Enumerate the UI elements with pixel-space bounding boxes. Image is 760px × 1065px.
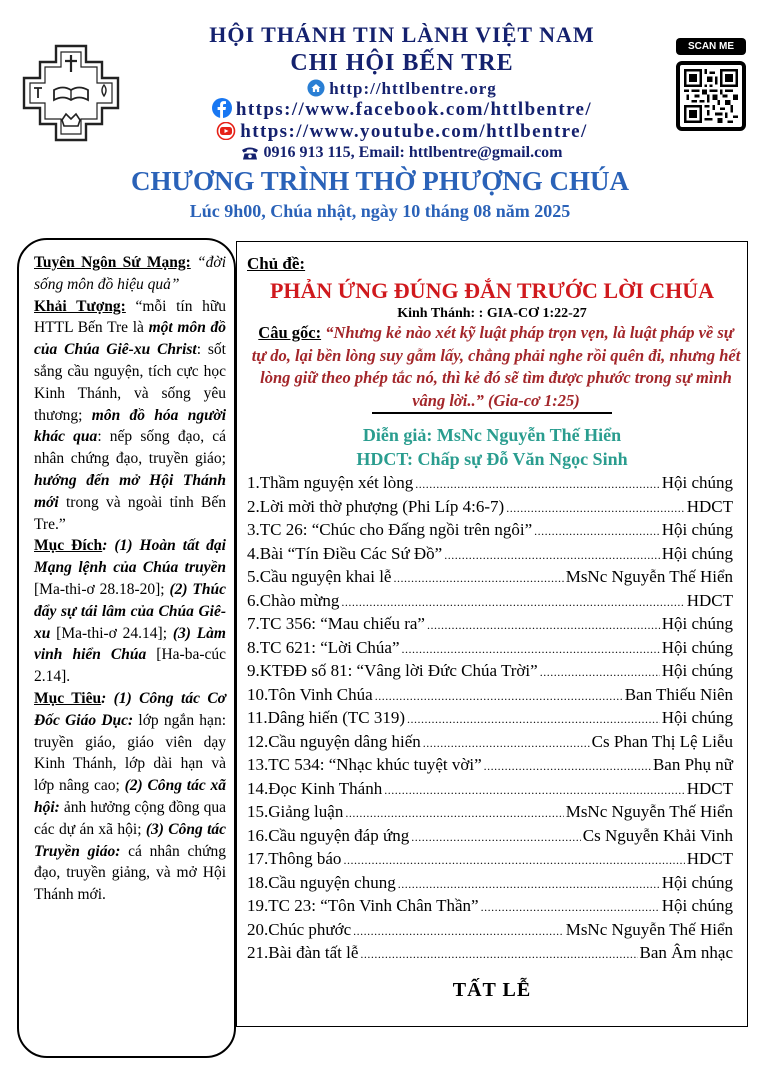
order-item-responsible: Ban Phụ nữ: [652, 755, 733, 774]
order-item-title: Dâng hiến (TC 319): [267, 708, 406, 727]
goal-label: Mục Tiêu: [34, 689, 102, 707]
order-item-title: Giảng luận: [268, 802, 344, 821]
order-item-title: Cầu nguyện chung: [268, 872, 396, 892]
list-item: [247, 685, 733, 709]
order-item-title: TC 23: “Tôn Vinh Chân Thần”: [268, 896, 479, 915]
order-item-responsible: Hội chúng: [661, 520, 733, 539]
purpose-text-5: (3) Làm vinh hiển Chúa: [34, 624, 226, 664]
scan-me-label: SCAN ME: [676, 38, 746, 55]
list-item: [247, 779, 733, 803]
purpose-text-4: [Ma-thi-ơ 24.14];: [50, 624, 173, 642]
branch-name: CHI HỘI BẾN TRE: [290, 50, 514, 76]
order-item-title: Cầu nguyện khai lễ: [259, 567, 392, 586]
website-line: [130, 79, 674, 99]
list-item: [247, 826, 733, 850]
mission-statement-text: “đời sống môn đồ hiệu quả”: [34, 254, 226, 293]
list-item: [247, 732, 733, 756]
dot-leader: [343, 853, 684, 868]
order-item-responsible: HDCT: [686, 590, 733, 610]
goal-text-5: (3) Công tác Truyền giáo:: [34, 820, 227, 860]
order-item-title: Cầu nguyện đáp ứng: [268, 825, 410, 845]
order-item-responsible: HDCT: [686, 496, 733, 516]
topic-title: PHẢN ỨNG ĐÚNG ĐẮN TRƯỚC LỜI CHÚA: [269, 278, 715, 303]
list-item: [247, 943, 733, 967]
home-icon: [307, 79, 325, 97]
youtube-line: [130, 121, 674, 143]
mission-statement: [34, 252, 226, 296]
order-item-title: Bài đàn tất lễ: [268, 943, 359, 962]
order-of-service: [247, 473, 733, 967]
order-item-title: Bài “Tín Điều Các Sứ Đồ”: [259, 543, 443, 563]
order-item-title: Cầu nguyện dâng hiến: [268, 731, 421, 751]
list-item: [247, 520, 733, 544]
dot-leader: [411, 830, 581, 845]
order-number: 9.: [247, 661, 260, 680]
order-number: 15.: [247, 802, 269, 821]
vision-text-7: trong và ngoài tỉnh Bến Tre.”: [34, 493, 226, 533]
dot-leader: [353, 924, 564, 939]
dot-leader: [534, 524, 660, 539]
list-item: [247, 755, 733, 779]
goal-text-6: cá nhân chứng đạo, truyền giảng, và mở Hội Thánh mới.: [34, 842, 226, 904]
contact-line: [130, 144, 674, 162]
list-item: [247, 473, 733, 497]
dot-leader: [506, 501, 685, 516]
order-number: 10.: [247, 684, 269, 704]
order-item-title: KTĐĐ số 81: “Vâng lời Đức Chúa Trời”: [259, 661, 538, 680]
list-item: [247, 591, 733, 615]
order-item-responsible: Hội chúng: [661, 473, 733, 492]
list-item: [247, 614, 733, 638]
vision-text-6: hướng đến mở Hội Thánh mới: [34, 471, 226, 511]
order-item-responsible: MsNc Nguyễn Thế Hiển: [565, 802, 733, 821]
list-item: [247, 849, 733, 873]
order-number: 21.: [247, 943, 269, 962]
list-item: [247, 873, 733, 897]
list-item: [247, 544, 733, 568]
key-verse-label: Câu gốc:: [258, 323, 322, 342]
order-item-title: TC 621: “Lời Chúa”: [259, 637, 400, 657]
order-item-title: Lời mời thờ phượng (Phi Líp 4:6-7): [259, 496, 505, 516]
key-verse: [251, 322, 741, 412]
dot-leader: [481, 900, 660, 915]
purpose-text-2: [Ma-thi-ơ 28.18-20];: [34, 580, 170, 598]
dot-leader: [444, 548, 659, 563]
order-number: 7.: [247, 614, 260, 633]
order-item-responsible: Ban Thiếu Niên: [624, 684, 733, 704]
order-item-responsible: Hội chúng: [661, 896, 733, 915]
mission-statement-label: Tuyên Ngôn Sứ Mạng:: [34, 254, 191, 271]
order-item-title: Thông báo: [268, 849, 342, 868]
order-item-responsible: Cs Nguyễn Khải Vinh: [582, 825, 733, 845]
website-link[interactable]: http://httlbentre.org: [329, 79, 497, 98]
order-item-responsible: Hội chúng: [661, 872, 733, 892]
goal-text-2: lớp ngắn hạn: truyền giáo, giáo viên dạy Kinh Thánh, lớp dài hạn và lớp nâng cao;: [34, 711, 226, 795]
dot-leader: [402, 642, 660, 657]
list-item: [247, 896, 733, 920]
dot-leader: [341, 595, 684, 610]
service-leader: HDCT: Chấp sự Đỗ Văn Ngọc Sinh: [356, 449, 628, 469]
order-number: 17.: [247, 849, 269, 868]
mission-panel: [17, 238, 236, 1058]
dot-leader: [540, 665, 660, 680]
phone-icon: [241, 146, 259, 160]
key-verse-text: “Nhưng kẻ nào xét kỹ luật pháp trọn vẹn, là luật pháp về sự tự do, lại bền lòng suy gẫm lấy, chẳng phải nghe rồi quên đi, nhưng hết lòng giữ theo phép tắc nó, thì kẻ đó sẽ tìm được phước trong sự mình vâng lời..” (Gia-cơ 1:25): [251, 323, 741, 410]
order-item-responsible: HDCT: [686, 849, 733, 868]
order-item-responsible: HDCT: [686, 778, 733, 798]
order-number: 2.: [247, 496, 260, 516]
order-number: 1.: [247, 473, 260, 492]
church-cross-logo-icon: [16, 38, 126, 148]
list-item: [247, 661, 733, 685]
order-item-title: Chào mừng: [259, 590, 340, 610]
order-number: 19.: [247, 896, 269, 915]
order-number: 11.: [247, 708, 268, 727]
vision-label: Khải Tượng:: [34, 297, 126, 315]
purpose-text-6: [Ha-ba-cúc 2.14].: [34, 646, 226, 686]
dot-leader: [345, 806, 563, 821]
closing-text: TẤT LỄ: [452, 979, 532, 1001]
youtube-link[interactable]: https://www.youtube.com/httlbentre/: [240, 121, 588, 142]
list-item: [247, 708, 733, 732]
topic-label: Chủ đề:: [247, 254, 306, 273]
vision-text-3: : sốt sắng cầu nguyện, tích cực học Kinh Thánh, và sống yêu thương;: [34, 341, 226, 424]
purpose-text-3: (2) Thúc đẩy sự tái lâm của Chúa Giê-xu: [34, 580, 226, 642]
order-number: 8.: [247, 637, 260, 657]
purpose-label: Mục Đích: [34, 537, 103, 555]
qr-code-block[interactable]: [676, 38, 746, 131]
order-number: 4.: [247, 543, 260, 563]
order-item-title: Chúc phước: [268, 919, 352, 939]
dot-leader: [375, 689, 623, 704]
dot-leader: [427, 618, 660, 633]
order-number: 5.: [247, 567, 260, 586]
order-item-responsible: Cs Phan Thị Lệ Liễu: [591, 731, 733, 751]
order-number: 3.: [247, 520, 260, 539]
speaker: Diễn giả: MsNc Nguyễn Thế Hiển: [362, 425, 622, 445]
order-number: 18.: [247, 872, 269, 892]
dot-leader: [393, 571, 563, 586]
contact-info: 0916 913 115, Email: httlbentre@gmail.com: [263, 144, 563, 161]
goal-text-4: ảnh hưởng cộng đồng qua các dự án xã hội;: [34, 798, 226, 838]
dot-leader: [407, 712, 660, 727]
purpose-paragraph: [34, 535, 226, 688]
order-item-responsible: Hội chúng: [661, 543, 733, 563]
order-item-title: TC 26: “Chúc cho Đấng ngồi trên ngôi”: [259, 520, 533, 539]
order-number: 6.: [247, 590, 260, 610]
dot-leader: [398, 877, 660, 892]
order-item-responsible: Hội chúng: [661, 708, 733, 727]
program-title: CHƯƠNG TRÌNH THỜ PHƯỢNG CHÚA: [130, 166, 630, 196]
facebook-link[interactable]: https://www.facebook.com/httlbentre/: [235, 99, 593, 120]
list-item: [247, 638, 733, 662]
order-number: 16.: [247, 825, 269, 845]
facebook-line: [130, 98, 674, 121]
section-divider: [372, 412, 612, 414]
order-item-title: Đọc Kinh Thánh: [268, 778, 383, 798]
list-item: [247, 497, 733, 521]
order-item-responsible: Ban Âm nhạc: [639, 943, 733, 962]
order-item-responsible: Hội chúng: [661, 637, 733, 657]
youtube-icon: [216, 122, 236, 140]
dot-leader: [484, 759, 651, 774]
qr-code-icon[interactable]: [684, 69, 738, 123]
order-item-responsible: Hội chúng: [661, 661, 733, 680]
purpose-text-1: : (1) Hoàn tất đại Mạng lệnh của Chúa truyền: [34, 537, 226, 577]
list-item: [247, 802, 733, 826]
order-number: 20.: [247, 919, 269, 939]
order-item-title: TC 534: “Nhạc khúc tuyệt vời”: [268, 755, 482, 774]
goal-text-3: (2) Công tác xã hội:: [34, 777, 227, 816]
order-item-responsible: MsNc Nguyễn Thế Hiển: [565, 567, 733, 586]
order-item-title: TC 356: “Mau chiếu ra”: [259, 614, 425, 633]
vision-text-4: môn đồ hóa người khác qua: [34, 406, 226, 446]
list-item: [247, 920, 733, 944]
dot-leader: [360, 947, 637, 962]
program-date: Lúc 9h00, Chúa nhật, ngày 10 tháng 08 năm 2025: [189, 201, 571, 221]
order-item-responsible: MsNc Nguyễn Thế Hiển: [565, 919, 733, 939]
facebook-icon: [212, 98, 232, 118]
goal-paragraph: [34, 688, 226, 906]
dot-leader: [415, 477, 660, 492]
vision-text-2: một môn đồ của Chúa Giê-xu Christ: [34, 319, 226, 359]
order-number: 13.: [247, 755, 269, 774]
order-number: 14.: [247, 778, 269, 798]
order-item-responsible: Hội chúng: [661, 614, 733, 633]
dot-leader: [423, 736, 590, 751]
list-item: [247, 567, 733, 591]
vision-paragraph: [34, 296, 226, 536]
order-item-title: Thầm nguyện xét lòng: [259, 473, 414, 492]
order-number: 12.: [247, 731, 269, 751]
church-name: HỘI THÁNH TIN LÀNH VIỆT NAM: [209, 22, 595, 47]
vision-text-5: : nếp sống đạo, cá nhân chứng đạo, truyền giáo;: [34, 428, 227, 468]
vision-text-1: “mỗi tín hữu HTTL Bến Tre là: [34, 297, 226, 337]
scripture-reference: Kinh Thánh: : GIA-CƠ 1:22-27: [397, 306, 587, 321]
dot-leader: [384, 783, 685, 798]
worship-order-panel: [236, 241, 748, 1027]
goal-text-1: : (1) Công tác Cơ Đốc Giáo Dục:: [34, 689, 226, 729]
order-item-title: Tôn Vinh Chúa: [268, 684, 373, 704]
